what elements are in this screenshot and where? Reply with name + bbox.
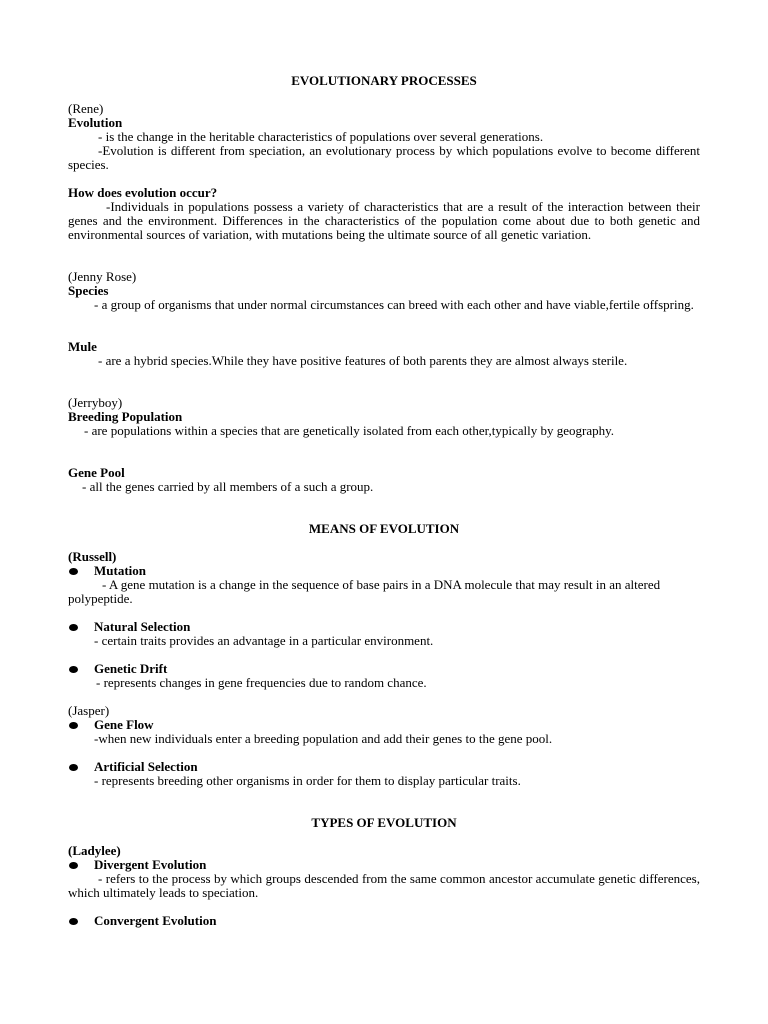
def-evolution-1: - is the change in the heritable characteristics of populations over several generations.: [98, 129, 544, 144]
bullet-dot: [69, 862, 78, 869]
label-mutation: Mutation: [94, 563, 146, 578]
label-divergent-evolution: Divergent Evolution: [94, 857, 207, 872]
def-genetic-drift: - represents changes in gene frequencies due to random chance.: [96, 675, 427, 690]
term-species: Species: [68, 283, 109, 298]
bullet-dot: [69, 568, 78, 575]
bullet-dot: [69, 764, 78, 771]
bullet-genetic-drift: [68, 662, 700, 676]
bullet-natural-selection: [68, 620, 700, 634]
heading-means-of-evolution: MEANS OF EVOLUTION: [308, 521, 460, 536]
def-gene-flow: -when new individuals enter a breeding population and add their genes to the gene pool.: [94, 731, 553, 746]
answer-how-evolution: -Individuals in populations possess a variety of characteristics that are a result of the interaction between their genes and the environment. Differences in the characteristics of the population come about due to both genetic and environmental sources of variation, with mutations being the ultimate source of all genetic variation.: [68, 199, 700, 242]
label-artificial-selection: Artificial Selection: [94, 759, 198, 774]
bullet-artificial-selection: [68, 760, 700, 774]
bullet-divergent-evolution: [68, 858, 700, 872]
author-jasper: (Jasper): [68, 703, 110, 718]
label-gene-flow: Gene Flow: [94, 717, 154, 732]
author-russell: (Russell): [68, 549, 117, 564]
def-artificial-selection: - represents breeding other organisms in order for them to display particular traits.: [94, 773, 521, 788]
label-convergent-evolution: Convergent Evolution: [94, 913, 217, 928]
bullet-gene-flow: [68, 718, 700, 732]
term-mule: Mule: [68, 339, 97, 354]
author-jerryboy: (Jerryboy): [68, 395, 123, 410]
def-gene-pool: - all the genes carried by all members of a such a group.: [82, 479, 374, 494]
bullet-dot: [69, 918, 78, 925]
def-mutation: - A gene mutation is a change in the sequence of base pairs in a DNA molecule that may result in an altered polypeptide.: [68, 577, 661, 606]
term-gene-pool: Gene Pool: [68, 465, 125, 480]
label-genetic-drift: Genetic Drift: [94, 661, 168, 676]
author-rene: (Rene): [68, 101, 104, 116]
def-species: - a group of organisms that under normal circumstances can breed with each other and have viable,fertile offspring.: [94, 297, 694, 312]
heading-types-of-evolution: TYPES OF EVOLUTION: [311, 815, 457, 830]
author-jenny-rose: (Jenny Rose): [68, 269, 137, 284]
bullet-mutation: [68, 564, 700, 578]
term-evolution: Evolution: [68, 115, 123, 130]
bullet-dot: [69, 624, 78, 631]
bullet-dot: [69, 666, 78, 673]
label-natural-selection: Natural Selection: [94, 619, 191, 634]
question-how-evolution: How does evolution occur?: [68, 185, 218, 200]
bullet-dot: [69, 722, 78, 729]
def-natural-selection: - certain traits provides an advantage in a particular environment.: [94, 633, 434, 648]
def-divergent-evolution: - refers to the process by which groups descended from the same common ancestor accumulate genetic differences, which ultimately leads to speciation.: [68, 871, 700, 900]
heading-evolutionary-processes: EVOLUTIONARY PROCESSES: [291, 73, 477, 88]
def-breeding-population: - are populations within a species that are genetically isolated from each other,typically by geography.: [84, 423, 615, 438]
def-evolution-2: -Evolution is different from speciation, an evolutionary process by which populations evolve to become different species.: [68, 143, 700, 172]
term-breeding-population: Breeding Population: [68, 409, 183, 424]
bullet-convergent-evolution: [68, 914, 700, 928]
def-mule: - are a hybrid species.While they have positive features of both parents they are almost always sterile.: [98, 353, 628, 368]
author-ladylee: (Ladylee): [68, 843, 121, 858]
